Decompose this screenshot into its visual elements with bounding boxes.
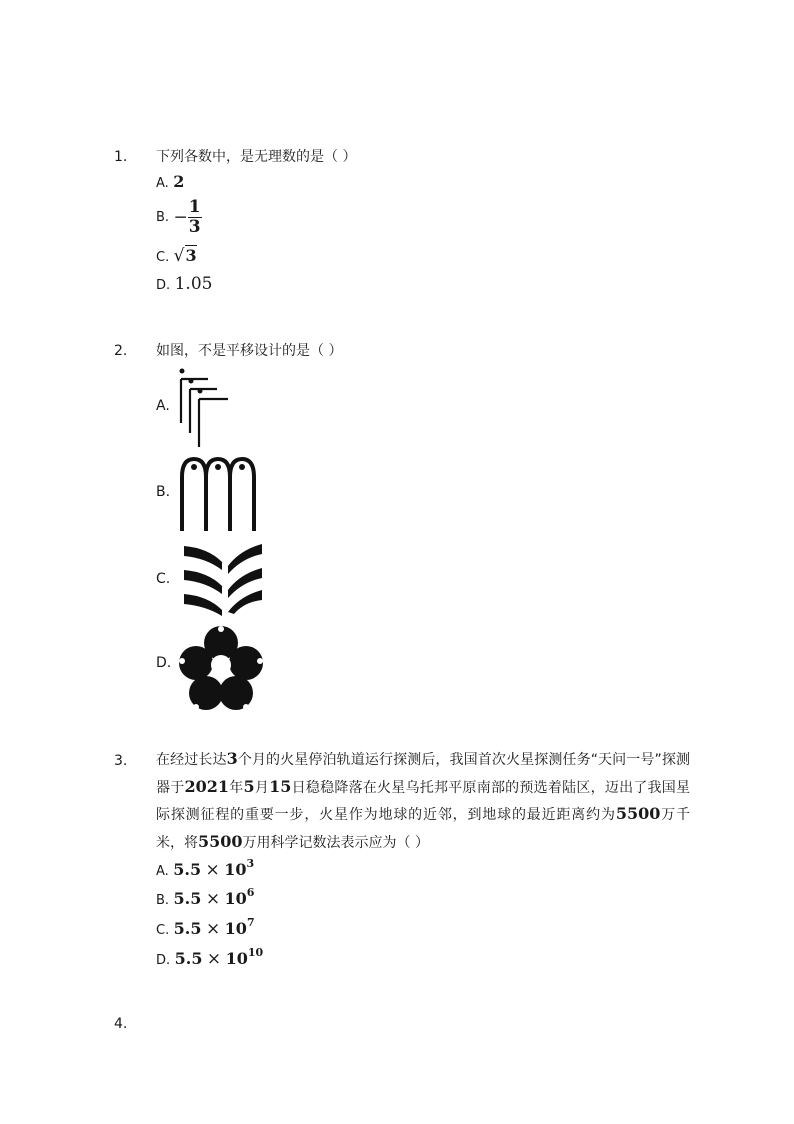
question-stem: 下列各数中，是无理数的是（ ） [156,149,357,165]
stem-number: 5 [243,776,255,796]
option-b [156,886,254,909]
mantissa: 5.5 [173,889,202,908]
option-value: 1.05 [174,274,213,294]
stem-number: 3 [226,749,238,768]
figure-d-flower-pattern [178,625,264,711]
stem-text: 年 [229,779,244,796]
option-letter: C. [156,250,170,265]
option-letter: B. [156,210,170,225]
exponent: 3 [246,857,255,870]
option-letter: A. [156,864,169,879]
mantissa: 5.5 [173,860,202,879]
stem-text: 万用科学记数法表示应为（ ） [242,834,429,851]
option-letter: A. [156,176,169,191]
option-letter-a: A. [156,398,170,414]
mantissa: 5.5 [174,949,203,968]
figure-c-leaf-pattern [178,540,268,616]
option-c [156,916,255,939]
option-c [156,246,197,266]
option-d [156,946,263,969]
option-letter: D. [156,278,171,293]
figure-a-bracket-pattern [178,367,234,451]
option-letter-b: B. [156,484,171,500]
fraction [188,198,202,237]
question-stem [156,746,690,856]
option-letter: C. [156,923,170,938]
times-sign: × [205,919,221,939]
option-value: 2 [173,172,185,191]
option-d [156,274,212,294]
stem-text: 在经过长达 [156,752,227,768]
stem-number: 15 [269,776,292,796]
radical-sign: √ [173,246,185,266]
option-letter: B. [156,893,170,908]
exponent: 7 [246,916,255,929]
option-letter-d: D. [156,655,172,671]
power-base: 10 [225,949,248,968]
exponent: 10 [247,946,264,959]
figure-b-arch-pattern [178,455,258,535]
stem-text: 万千米，将 [156,807,691,851]
exponent: 6 [246,886,255,899]
stem-text: 日稳稳降落在火星乌托邦平原南部的预选着陆区，迈出了我国星际探测征程的重要一步，火星作为地球的近邻，到地球的最近距离约为 [156,779,691,823]
times-sign: × [205,860,220,880]
option-a [156,172,184,191]
question-number: 4. [114,1016,128,1032]
question-stem: 如图，不是平移设计的是（ ） [156,343,343,359]
stem-number: 5500 [198,831,243,851]
radicand: 3 [185,246,197,265]
option-a [156,857,254,880]
times-sign: × [205,889,221,909]
stem-number: 2021 [184,776,230,796]
fraction-denominator: 3 [188,217,201,237]
power-base: 10 [224,860,247,879]
stem-number: 5500 [615,804,661,823]
stem-text: 个月的火星停泊轨道运行探测后，我国首次火星探测任务“天问一号”探测器于 [156,752,690,796]
power-base: 10 [224,889,247,908]
option-letter-c: C. [156,571,171,587]
minus-sign: − [173,207,188,228]
mantissa: 5.5 [173,919,202,938]
option-letter: D. [156,953,171,968]
fraction-numerator: 1 [188,197,201,217]
question-number: 2. [114,343,128,359]
power-base: 10 [224,919,247,938]
stem-text: 月 [254,779,270,796]
option-b [156,198,202,237]
question-number: 3. [114,753,128,769]
question-number: 1. [114,149,128,165]
times-sign: × [206,949,222,969]
